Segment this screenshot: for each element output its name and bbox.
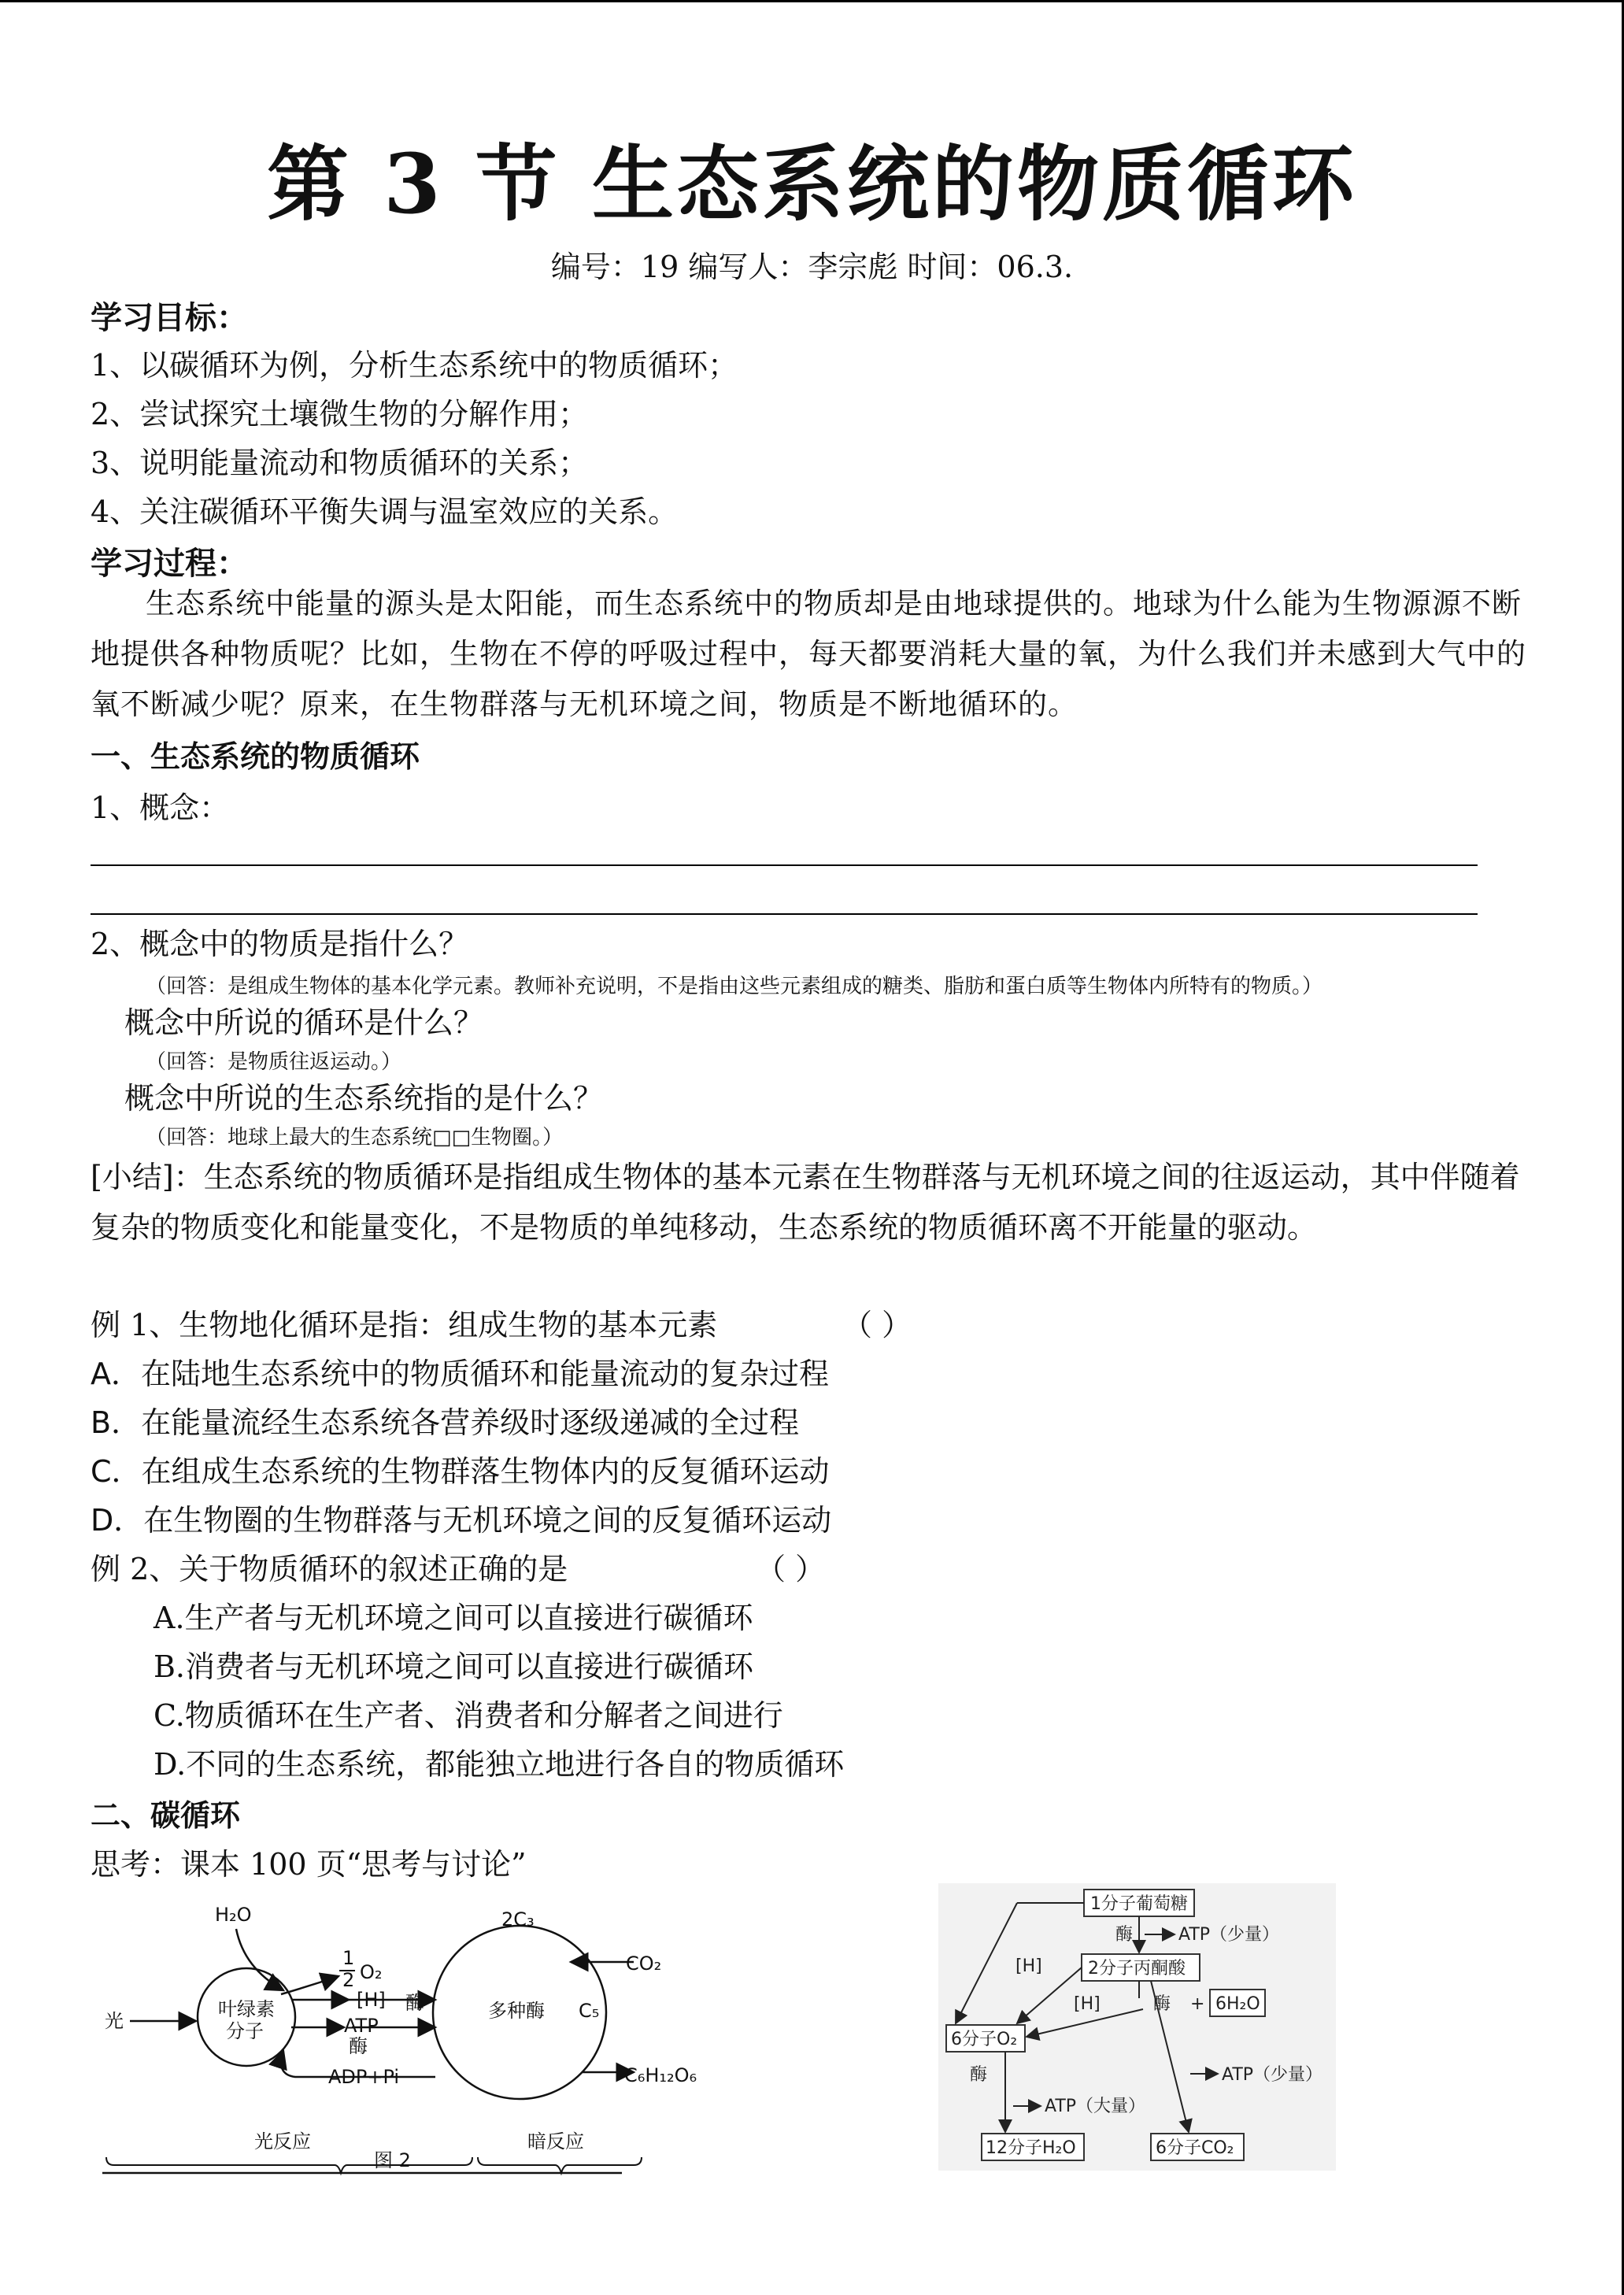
objectives-heading: 学习目标： bbox=[91, 300, 248, 336]
label-c3: 2C₃ bbox=[501, 1908, 535, 1930]
photosynthesis-diagram bbox=[98, 1897, 697, 2177]
example2-stem: 例 2、关于物质循环的叙述正确的是 bbox=[91, 1552, 568, 1586]
answer-ecosystem: （回答：地球上最大的生态系统□□生物圈。） bbox=[146, 1126, 564, 1149]
label-h2o: H₂O bbox=[215, 1904, 252, 1926]
think-prompt: 思考：课本 100 页“思考与讨论” bbox=[91, 1847, 527, 1882]
page-title: 第 3 节 生态系统的物质循环 bbox=[267, 135, 1357, 232]
label-multi-enzyme: 多种酶 bbox=[488, 2000, 545, 2022]
example2-option-a: A.生产者与无机环境之间可以直接进行碳循环 bbox=[154, 1601, 753, 1635]
answer-cycle: （回答：是物质往返运动。） bbox=[146, 1050, 402, 1074]
example2-option-c: C.物质循环在生产者、消费者和分解者之间进行 bbox=[154, 1698, 783, 1733]
label-atp-small-2: ATP（少量） bbox=[1222, 2065, 1323, 2085]
label-o2: 6分子O₂ bbox=[951, 2030, 1018, 2049]
label-glucose: C₆H₁₂O₆ bbox=[624, 2064, 697, 2086]
question-substance: 2、概念中的物质是指什么？ bbox=[91, 927, 469, 961]
label-o2-denominator: 2 bbox=[342, 1969, 355, 1991]
process-intro: 生态系统中能量的源头是太阳能，而生态系统中的物质却是由地球提供的。地球为什么能为生物源源不断地提供各种物质呢？比如，生物在不停的呼吸过程中，每天都要消耗大量的氧，为什么我们并未感到大气中的氧不断减少呢？原来，在生物群落与无机环境之间，物质是不断地循环的。 bbox=[91, 587, 1526, 721]
label-co2: CO₂ bbox=[626, 1953, 662, 1975]
label-chlorophyll: 叶绿素 bbox=[218, 1998, 275, 2020]
summary-text: [小结]：生态系统的物质循环是指组成生物体的基本元素在生物群落与无机环境之间的往返运动，其中伴随着复杂的物质变化和能量变化，不是物质的单纯移动，生态系统的物质循环离不开能量的驱动。 bbox=[91, 1160, 1520, 1245]
label-o2-numerator: 1 bbox=[342, 1947, 355, 1969]
label-atp-large: ATP（大量） bbox=[1045, 2097, 1146, 2116]
label-dark-reaction: 暗反应 bbox=[527, 2130, 584, 2152]
objective-item: 2、尝试探究土壤微生物的分解作用； bbox=[91, 397, 589, 431]
example2-answer-bracket: （ ） bbox=[756, 1552, 826, 1586]
label-atp: ATP bbox=[344, 2015, 379, 2037]
label-enzyme-3: 酶 bbox=[970, 2065, 988, 2085]
label-h: [H] bbox=[357, 1989, 386, 2011]
label-co2: 6分子CO₂ bbox=[1156, 2138, 1234, 2158]
objective-item: 1、以碳循环为例，分析生态系统中的物质循环； bbox=[91, 348, 738, 383]
answer-line bbox=[91, 864, 1478, 866]
document-meta: 编号：19 编写人：李宗彪 时间：06.3. bbox=[550, 250, 1074, 284]
label-h-1: [H] bbox=[1015, 1956, 1042, 1976]
label-pyruvate: 2分子丙酮酸 bbox=[1088, 1959, 1186, 1979]
label-water6: 6H₂O bbox=[1215, 1994, 1260, 2014]
answer-substance: （回答：是组成生物体的基本化学元素。教师补充说明，不是指由这些元素组成的糖类、脂肪和蛋白质等生物体内所特有的物质。） bbox=[146, 975, 1323, 998]
example2-option-b: B.消费者与无机环境之间可以直接进行碳循环 bbox=[154, 1649, 754, 1684]
label-adp: ADP+Pi bbox=[328, 2066, 400, 2088]
page-border-top bbox=[0, 0, 1624, 2]
label-enzyme-atp: 酶 bbox=[349, 2035, 368, 2057]
section1-heading: 一、生态系统的物质循环 bbox=[91, 739, 420, 774]
objective-item: 3、说明能量流动和物质循环的关系； bbox=[91, 446, 589, 480]
section2-heading: 二、碳循环 bbox=[91, 1798, 241, 1833]
figure-caption: 图 2 bbox=[374, 2149, 411, 2171]
label-o2: O₂ bbox=[360, 1961, 383, 1983]
answer-line bbox=[91, 913, 1478, 915]
question-cycle: 概念中所说的循环是什么？ bbox=[124, 1005, 484, 1040]
label-h-2: [H] bbox=[1074, 1994, 1101, 2014]
example1-stem: 例 1、生物地化循环是指：组成生物的基本元素 bbox=[91, 1308, 718, 1342]
question-concept: 1、概念： bbox=[91, 790, 230, 825]
label-glucose: 1分子葡萄糖 bbox=[1090, 1894, 1188, 1914]
label-c5: C₅ bbox=[579, 2000, 600, 2022]
label-plus: + bbox=[1190, 1994, 1205, 2014]
example1-option-a: A．在陆地生态系统中的物质循环和能量流动的复杂过程 bbox=[91, 1357, 829, 1391]
label-water12: 12分子H₂O bbox=[986, 2138, 1076, 2158]
question-ecosystem: 概念中所说的生态系统指的是什么？ bbox=[124, 1081, 604, 1116]
label-enzyme-2: 酶 bbox=[1153, 1994, 1171, 2014]
label-atp-small-1: ATP（少量） bbox=[1178, 1925, 1280, 1945]
example1-option-c: C．在组成生态系统的生物群落生物体内的反复循环运动 bbox=[91, 1454, 830, 1489]
example1-option-d: D．在生物圈的生物群落与无机环境之间的反复循环运动 bbox=[91, 1503, 832, 1538]
example1-answer-bracket: （ ） bbox=[842, 1308, 912, 1342]
respiration-diagram bbox=[938, 1883, 1336, 2171]
label-molecule: 分子 bbox=[226, 2020, 264, 2042]
label-light: 光 bbox=[105, 2010, 124, 2032]
objective-item: 4、关注碳循环平衡失调与温室效应的关系。 bbox=[91, 494, 679, 529]
label-light-reaction: 光反应 bbox=[254, 2130, 311, 2152]
label-enzyme: 酶 bbox=[405, 1992, 424, 2014]
label-enzyme-1: 酶 bbox=[1115, 1925, 1134, 1945]
process-heading: 学习过程： bbox=[91, 546, 248, 582]
example2-option-d: D.不同的生态系统，都能独立地进行各自的物质循环 bbox=[154, 1747, 845, 1782]
example1-option-b: B．在能量流经生态系统各营养级时逐级递减的全过程 bbox=[91, 1405, 800, 1440]
